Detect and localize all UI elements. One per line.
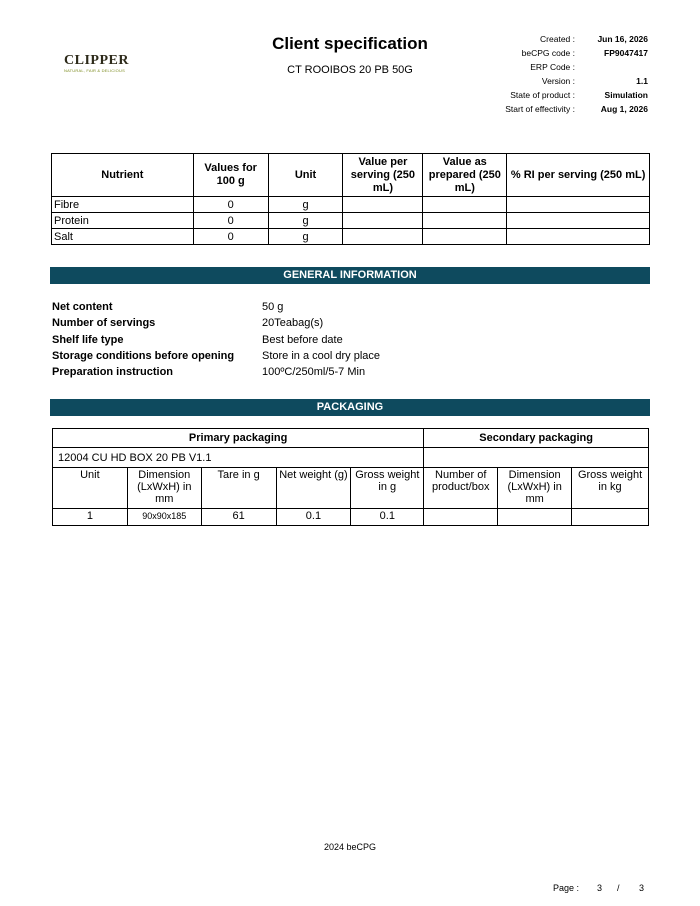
page-total: 3	[639, 883, 645, 893]
nutrition-header-row	[52, 154, 650, 197]
nutrient-prepared	[423, 197, 507, 213]
nutrient-value: 0	[193, 197, 268, 213]
table-row	[52, 229, 650, 245]
meta-label: beCPG code :	[521, 48, 575, 58]
meta-label: ERP Code :	[530, 62, 575, 72]
info-value: 50 g	[262, 301, 284, 313]
secondary-gross-weight	[572, 509, 649, 526]
meta-label: Version :	[541, 76, 575, 86]
nutrient-value: 0	[193, 213, 268, 229]
info-row	[52, 348, 552, 364]
column-header: Value per serving (250 mL)	[343, 154, 423, 197]
meta-value: Simulation	[604, 90, 648, 100]
info-value: 20Teabag(s)	[262, 317, 324, 330]
nutrient-serving	[343, 229, 423, 245]
nutrient-ri	[507, 197, 650, 213]
info-value: Store in a cool dry place	[262, 349, 381, 362]
meta-row-state	[470, 90, 660, 104]
page-title: Client specification	[272, 34, 428, 53]
section-header-general: GENERAL INFORMATION	[50, 267, 650, 284]
nutrient-value: 0	[193, 229, 268, 245]
meta-value: Aug 1, 2026	[600, 104, 648, 114]
packaging-net-weight: 0.1	[276, 509, 351, 526]
info-row	[52, 332, 552, 348]
product-name: CT ROOIBOS 20 PB 50G	[287, 64, 413, 76]
packaging-gross-weight: 0.1	[351, 509, 424, 526]
meta-value: 1.1	[636, 76, 648, 86]
nutrient-name: Fibre	[52, 197, 194, 213]
meta-value	[583, 62, 660, 76]
column-header: Unit	[53, 468, 128, 509]
nutrient-ri	[507, 213, 650, 229]
nutrient-unit: g	[268, 197, 343, 213]
column-header: Gross weight in g	[351, 468, 424, 509]
page-indicator	[553, 883, 644, 893]
packaging-unit: 1	[53, 509, 128, 526]
meta-row-created	[470, 34, 660, 48]
info-label: Net content	[52, 301, 113, 313]
nutrition-table	[51, 153, 650, 245]
column-header: Net weight (g)	[276, 468, 351, 509]
primary-packaging-name: 12004 CU HD BOX 20 PB V1.1	[53, 448, 424, 468]
nutrient-serving	[343, 213, 423, 229]
meta-label: State of product :	[510, 90, 575, 100]
meta-row-erp-code	[470, 62, 660, 76]
column-header: Nutrient	[52, 154, 194, 197]
info-label: Preparation instruction	[52, 366, 174, 379]
info-label: Shelf life type	[52, 333, 124, 346]
packaging-group-header-row	[53, 429, 649, 448]
table-row	[52, 197, 650, 213]
secondary-dimension	[498, 509, 572, 526]
meta-value: Jun 16, 2026	[597, 34, 648, 44]
primary-packaging-header: Primary packaging	[53, 429, 424, 448]
nutrient-prepared	[423, 213, 507, 229]
nutrient-name: Salt	[52, 229, 194, 245]
info-label: Number of servings	[52, 317, 156, 330]
nutrient-ri	[507, 229, 650, 245]
column-header: Unit	[268, 154, 343, 197]
meta-value: FP9047417	[604, 48, 648, 58]
column-header: Number of product/box	[424, 468, 498, 509]
packaging-tare: 61	[201, 509, 276, 526]
packaging-table	[52, 428, 649, 526]
section-header-packaging: PACKAGING	[50, 399, 650, 416]
info-value: Best before date	[262, 333, 343, 346]
column-header: % RI per serving (250 mL)	[507, 154, 650, 197]
packaging-name-row	[53, 448, 649, 468]
page-label: Page :	[553, 883, 580, 893]
packaging-dimension: 90x90x185	[127, 509, 201, 526]
info-row	[52, 315, 552, 331]
column-header: Dimension (LxWxH) in mm	[127, 468, 201, 509]
info-row	[52, 299, 552, 315]
info-value: 100ºC/250ml/5-7 Min	[262, 366, 366, 379]
nutrient-serving	[343, 197, 423, 213]
page-separator: /	[617, 883, 620, 893]
column-header: Value as prepared (250 mL)	[423, 154, 507, 197]
info-label: Storage conditions before opening	[52, 349, 235, 362]
footer-copyright: 2024 beCPG	[323, 842, 377, 852]
general-info	[52, 299, 552, 380]
secondary-packaging-name	[424, 448, 649, 468]
document-meta	[470, 34, 660, 118]
column-header: Values for 100 g	[193, 154, 268, 197]
secondary-number-per-box	[424, 509, 498, 526]
clipper-logo	[64, 54, 144, 73]
packaging-column-header-row	[53, 468, 649, 509]
logo-tagline: NATURAL, FAIR & DELICIOUS	[64, 68, 125, 73]
nutrient-name: Protein	[52, 213, 194, 229]
meta-row-start-effectivity	[470, 104, 660, 118]
meta-label: Created :	[540, 34, 575, 44]
info-row	[52, 364, 552, 380]
column-header: Tare in g	[201, 468, 276, 509]
page-number: 3	[597, 883, 603, 893]
nutrient-unit: g	[268, 213, 343, 229]
column-header: Dimension (LxWxH) in mm	[498, 468, 572, 509]
secondary-packaging-header: Secondary packaging	[424, 429, 649, 448]
nutrient-prepared	[423, 229, 507, 245]
meta-row-becpg-code	[470, 48, 660, 62]
nutrient-unit: g	[268, 229, 343, 245]
column-header: Gross weight in kg	[572, 468, 649, 509]
meta-row-version	[470, 76, 660, 90]
table-row	[52, 213, 650, 229]
table-row	[53, 509, 649, 526]
meta-label: Start of effectivity :	[505, 104, 575, 114]
logo-name: CLIPPER	[64, 53, 129, 68]
